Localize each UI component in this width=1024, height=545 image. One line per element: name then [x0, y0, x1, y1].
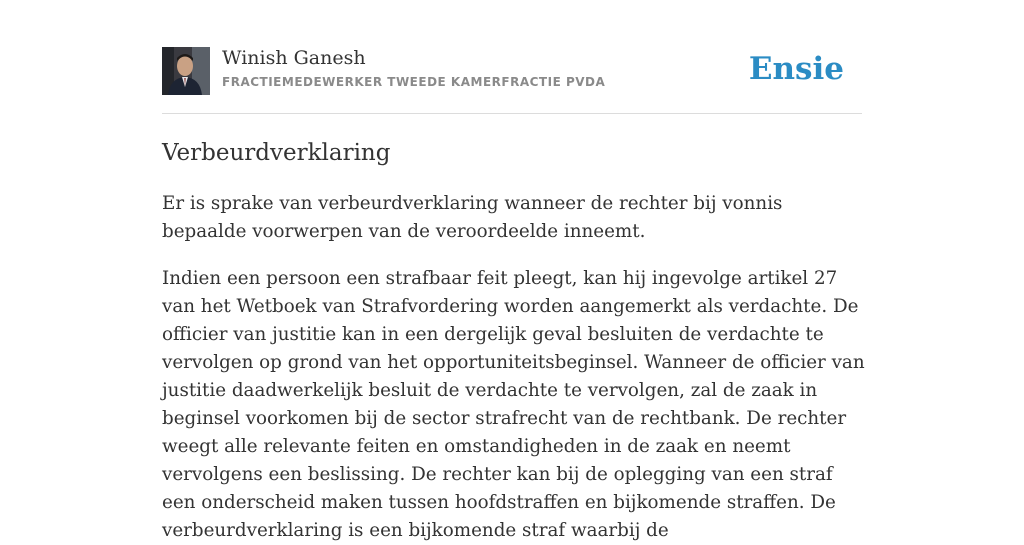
author-header — [162, 0, 862, 114]
author-role: FRACTIEMEDEWERKER TWEEDE KAMERFRACTIE PVDA — [222, 75, 606, 89]
person-photo-icon — [162, 47, 210, 95]
article-paragraph-2: Indien een persoon een strafbaar feit pleegt, kan hij ingevolge artikel 27 van het Wetboek van Strafvordering worden aangemerkt als verdachte. De officier van justitie kan in een dergelijk geval besluiten de verdachte te vervolgen op grond van het opportuniteitsbeginsel. Wanneer de officier van justitie daadwerkelijk besluit de verdachte te vervolgen, zal de zaak in beginsel voorkomen bij de sector strafrecht van de rechtbank. De rechter weegt alle relevante feiten en omstandigheden in de zaak en neemt vervolgens een beslissing. De rechter kan bij de oplegging van een straf een onderscheid maken tussen hoofdstraffen en bijkomende straffen. De verbeurdverklaring is een bijkomende straf waarbij de — [162, 268, 865, 541]
article-title: Verbeurdverklaring — [162, 140, 391, 166]
author-name[interactable]: Winish Ganesh — [222, 47, 366, 69]
article-paragraph-1: Er is sprake van verbeurdverklaring wanneer de rechter bij vonnis bepaalde voorwerpen van de veroordeelde inneemt. — [162, 193, 783, 242]
author-avatar[interactable] — [162, 47, 210, 95]
ensie-logo[interactable]: Ensie — [748, 51, 844, 87]
article-container — [162, 0, 865, 541]
